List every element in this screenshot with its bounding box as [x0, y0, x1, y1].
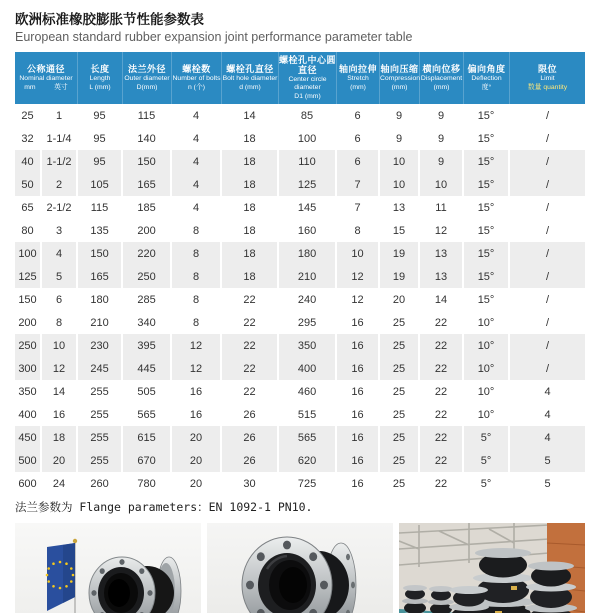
table-cell: 185 [123, 196, 172, 219]
table-cell: 13 [420, 242, 464, 265]
table-cell: 7 [337, 196, 380, 219]
table-cell: / [510, 242, 585, 265]
table-cell: 210 [78, 311, 123, 334]
table-cell: 670 [123, 449, 172, 472]
table-cell: / [510, 265, 585, 288]
table-body [15, 104, 585, 495]
table-cell: 40 [15, 150, 42, 173]
table-cell: 115 [123, 104, 172, 127]
table-cell: 110 [279, 150, 337, 173]
table-cell: 255 [78, 403, 123, 426]
table-header [15, 52, 585, 104]
table-cell: 250 [123, 265, 172, 288]
table-cell: 8 [42, 311, 78, 334]
table-row [15, 334, 585, 357]
table-cell: 25 [380, 449, 420, 472]
table-cell: 18 [222, 150, 279, 173]
table-cell: 20 [172, 426, 222, 449]
table-cell: 4 [510, 426, 585, 449]
table-row [15, 196, 585, 219]
table-cell: 460 [279, 380, 337, 403]
table-cell: 125 [15, 265, 42, 288]
table-cell: 16 [337, 449, 380, 472]
table-cell: 2 [42, 173, 78, 196]
table-cell: 8 [172, 265, 222, 288]
expansion-joint-closeup-image [207, 523, 393, 613]
table-cell: 260 [78, 472, 123, 495]
table-cell: 10 [337, 242, 380, 265]
table-cell: 400 [279, 357, 337, 380]
table-cell: 5° [464, 472, 510, 495]
table-cell: 150 [78, 242, 123, 265]
table-cell: / [510, 127, 585, 150]
warehouse-stock-photo [399, 523, 585, 613]
table-cell: / [510, 150, 585, 173]
table-cell: 210 [279, 265, 337, 288]
table-cell: 9 [420, 127, 464, 150]
column-header-compression: 轴向压缩 Compression (mm) [380, 52, 420, 104]
table-cell: 5 [42, 265, 78, 288]
table-cell: 180 [279, 242, 337, 265]
table-cell: 15° [464, 219, 510, 242]
table-cell: 285 [123, 288, 172, 311]
table-cell: 10° [464, 380, 510, 403]
table-cell: 245 [78, 357, 123, 380]
table-cell: 230 [78, 334, 123, 357]
table-cell: 255 [78, 380, 123, 403]
table-cell: 16 [337, 403, 380, 426]
column-header-outer-diameter: 法兰外径 Outer diameter D(mm) [123, 52, 172, 104]
table-cell: 15 [380, 219, 420, 242]
table-cell: 565 [123, 403, 172, 426]
table-cell: 165 [78, 265, 123, 288]
table-cell: 80 [15, 219, 42, 242]
column-header-deflection: 偏向角度 Deflection 度° [464, 52, 510, 104]
table-cell: 24 [42, 472, 78, 495]
table-cell: 16 [337, 334, 380, 357]
table-cell: / [510, 196, 585, 219]
table-cell: 725 [279, 472, 337, 495]
table-cell: 16 [42, 403, 78, 426]
table-cell: 22 [420, 472, 464, 495]
table-cell: 22 [222, 357, 279, 380]
table-cell: 18 [42, 426, 78, 449]
table-cell: 340 [123, 311, 172, 334]
table-cell: 16 [172, 380, 222, 403]
table-cell: 145 [279, 196, 337, 219]
table-row [15, 242, 585, 265]
table-cell: 95 [78, 104, 123, 127]
table-cell: 350 [15, 380, 42, 403]
table-cell: 18 [222, 173, 279, 196]
stack-left-mid [447, 586, 491, 613]
table-cell: 150 [123, 150, 172, 173]
table-cell: 20 [172, 472, 222, 495]
table-cell: 12 [420, 219, 464, 242]
table-cell: 19 [380, 265, 420, 288]
table-cell: 22 [222, 334, 279, 357]
table-cell: 25 [380, 472, 420, 495]
table-cell: 400 [15, 403, 42, 426]
table-cell: 4 [172, 196, 222, 219]
table-cell: 22 [420, 449, 464, 472]
table-cell: 65 [15, 196, 42, 219]
table-cell: 20 [380, 288, 420, 311]
table-cell: 10° [464, 334, 510, 357]
table-cell: 7 [337, 173, 380, 196]
header-zh: 公称通径 [27, 64, 66, 74]
table-cell: 25 [380, 311, 420, 334]
table-cell: 10 [42, 334, 78, 357]
table-cell: 25 [380, 357, 420, 380]
eu-flag-and-expansion-joint-image [15, 523, 201, 613]
table-cell: 150 [15, 288, 42, 311]
table-cell: 12 [337, 265, 380, 288]
column-header-center-circle-diameter: 螺栓孔中心圆直径 Center circle diameter D1 (mm) [279, 52, 337, 104]
expansion-joint-closeup-photo [207, 523, 393, 613]
table-cell: 10° [464, 311, 510, 334]
product-photos-row [15, 523, 585, 613]
table-row [15, 472, 585, 495]
table-cell: 12 [42, 357, 78, 380]
parameter-table [15, 52, 585, 495]
table-cell: 5 [510, 449, 585, 472]
table-row [15, 104, 585, 127]
table-cell: / [510, 219, 585, 242]
table-cell: 8 [172, 288, 222, 311]
table-cell: 15° [464, 127, 510, 150]
table-cell: 4 [172, 104, 222, 127]
table-row [15, 150, 585, 173]
table-cell: 250 [15, 334, 42, 357]
table-cell: 515 [279, 403, 337, 426]
table-cell: 25 [380, 334, 420, 357]
table-cell: 350 [279, 334, 337, 357]
table-cell: 26 [222, 403, 279, 426]
table-cell: 16 [172, 403, 222, 426]
table-row [15, 449, 585, 472]
table-cell: 16 [337, 472, 380, 495]
title-block [15, 12, 585, 44]
table-cell: 16 [337, 380, 380, 403]
table-row [15, 127, 585, 150]
table-cell: 14 [222, 104, 279, 127]
table-cell: 200 [123, 219, 172, 242]
table-cell: 8 [172, 311, 222, 334]
table-cell: 10° [464, 403, 510, 426]
table-cell: 10 [380, 173, 420, 196]
table-cell: 9 [380, 127, 420, 150]
table-cell: 165 [123, 173, 172, 196]
table-cell: 505 [123, 380, 172, 403]
table-cell: 125 [279, 173, 337, 196]
table-cell: 115 [78, 196, 123, 219]
header-en: Nominal diameter [19, 75, 73, 82]
table-cell: 300 [15, 357, 42, 380]
table-cell: 32 [15, 127, 42, 150]
table-cell: 22 [420, 403, 464, 426]
table-cell: 445 [123, 357, 172, 380]
table-cell: 160 [279, 219, 337, 242]
table-cell: 1 [42, 104, 78, 127]
table-cell: 14 [42, 380, 78, 403]
table-cell: 15° [464, 265, 510, 288]
table-cell: 25 [15, 104, 42, 127]
table-cell: 22 [222, 311, 279, 334]
table-cell: 95 [78, 150, 123, 173]
table-cell: / [510, 173, 585, 196]
table-cell: 1-1/2 [42, 150, 78, 173]
table-row [15, 173, 585, 196]
table-cell: 12 [172, 357, 222, 380]
rubber-expansion-joint-closeup [242, 537, 356, 613]
table-cell: 6 [337, 104, 380, 127]
table-cell: 8 [172, 242, 222, 265]
table-cell: 30 [222, 472, 279, 495]
table-cell: 5° [464, 449, 510, 472]
table-cell: 26 [222, 426, 279, 449]
table-cell: 16 [337, 357, 380, 380]
table-cell: 22 [420, 357, 464, 380]
column-header-bolt-hole-diameter: 螺栓孔直径 Bolt hole diameter d (mm) [222, 52, 279, 104]
table-cell: 135 [78, 219, 123, 242]
table-cell: / [510, 288, 585, 311]
table-cell: 18 [222, 127, 279, 150]
table-cell: 4 [42, 242, 78, 265]
table-cell: 615 [123, 426, 172, 449]
table-cell: 2-1/2 [42, 196, 78, 219]
table-cell: 12 [337, 288, 380, 311]
table-cell: 22 [222, 380, 279, 403]
table-cell: 15° [464, 173, 510, 196]
table-cell: 10 [380, 150, 420, 173]
table-cell: 18 [222, 265, 279, 288]
table-cell: 600 [15, 472, 42, 495]
table-cell: 200 [15, 311, 42, 334]
table-cell: 18 [222, 196, 279, 219]
table-cell: 18 [222, 219, 279, 242]
header-sub-mm: mm [24, 84, 36, 91]
table-cell: 620 [279, 449, 337, 472]
rubber-expansion-joint [89, 557, 181, 613]
table-cell: 22 [420, 334, 464, 357]
table-cell: / [510, 311, 585, 334]
table-cell: 9 [420, 150, 464, 173]
table-cell: 50 [15, 173, 42, 196]
table-cell: 6 [337, 127, 380, 150]
table-cell: 22 [420, 426, 464, 449]
table-row [15, 219, 585, 242]
table-cell: 15° [464, 150, 510, 173]
table-cell: 10° [464, 357, 510, 380]
table-cell: 4 [172, 173, 222, 196]
table-cell: 14 [420, 288, 464, 311]
table-cell: 18 [222, 242, 279, 265]
table-cell: 16 [337, 426, 380, 449]
page-title-zh: 欧洲标准橡胶膨胀节性能参数表 [15, 12, 204, 27]
table-cell: 6 [42, 288, 78, 311]
table-cell: 180 [78, 288, 123, 311]
table-cell: 95 [78, 127, 123, 150]
column-header-stretch: 轴向拉伸 Stretch (mm) [337, 52, 380, 104]
table-cell: 22 [420, 380, 464, 403]
table-cell: 15° [464, 104, 510, 127]
table-cell: 11 [420, 196, 464, 219]
table-cell: 4 [510, 380, 585, 403]
table-cell: 13 [420, 265, 464, 288]
table-cell: 780 [123, 472, 172, 495]
table-row [15, 288, 585, 311]
table-cell: 25 [380, 380, 420, 403]
column-header-limit: 限位 Limit 数量 quantity [510, 52, 585, 104]
eu-flag-and-expansion-joint-photo [15, 523, 201, 613]
table-cell: 4 [172, 127, 222, 150]
table-cell: 15° [464, 242, 510, 265]
table-cell: / [510, 357, 585, 380]
table-cell: 395 [123, 334, 172, 357]
table-row [15, 311, 585, 334]
table-cell: 13 [380, 196, 420, 219]
table-row [15, 265, 585, 288]
table-row [15, 426, 585, 449]
table-cell: / [510, 104, 585, 127]
table-cell: 255 [78, 426, 123, 449]
table-cell: 295 [279, 311, 337, 334]
table-cell: 100 [279, 127, 337, 150]
table-cell: 240 [279, 288, 337, 311]
table-cell: / [510, 334, 585, 357]
table-row [15, 380, 585, 403]
table-row [15, 357, 585, 380]
table-cell: 26 [222, 449, 279, 472]
table-cell: 10 [420, 173, 464, 196]
table-cell: 20 [172, 449, 222, 472]
table-cell: 500 [15, 449, 42, 472]
page-title-en: European standard rubber expansion joint performance parameter table [15, 30, 413, 44]
table-cell: 25 [380, 426, 420, 449]
table-cell: 25 [380, 403, 420, 426]
table-cell: 22 [420, 311, 464, 334]
header-sub-inch: 英寸 [54, 84, 68, 91]
table-cell: 22 [222, 288, 279, 311]
table-cell: 8 [172, 219, 222, 242]
column-header-length: 长度 Length L (mm) [78, 52, 123, 104]
table-cell: 85 [279, 104, 337, 127]
table-cell: 16 [337, 311, 380, 334]
table-cell: 5 [510, 472, 585, 495]
table-cell: 5° [464, 426, 510, 449]
column-header-nominal-diameter [15, 52, 78, 104]
header-sub [15, 84, 77, 92]
table-cell: 220 [123, 242, 172, 265]
table-cell: 100 [15, 242, 42, 265]
table-cell: 4 [172, 150, 222, 173]
table-row [15, 403, 585, 426]
table-cell: 9 [420, 104, 464, 127]
table-cell: 105 [78, 173, 123, 196]
table-cell: 1-1/4 [42, 127, 78, 150]
table-cell: 19 [380, 242, 420, 265]
table-cell: 9 [380, 104, 420, 127]
table-cell: 3 [42, 219, 78, 242]
table-cell: 15° [464, 196, 510, 219]
table-cell: 255 [78, 449, 123, 472]
table-cell: 565 [279, 426, 337, 449]
table-cell: 15° [464, 288, 510, 311]
column-header-displacement: 横向位移 Displacement (mm) [420, 52, 464, 104]
table-cell: 8 [337, 219, 380, 242]
table-cell: 450 [15, 426, 42, 449]
table-cell: 12 [172, 334, 222, 357]
table-cell: 140 [123, 127, 172, 150]
table-cell: 20 [42, 449, 78, 472]
column-header-number-of-bolts: 螺栓数 Number of bolts n (个) [172, 52, 222, 104]
table-cell: 6 [337, 150, 380, 173]
warehouse-stock-image [399, 523, 585, 613]
flange-parameters-note: 法兰参数为 Flange parameters：EN 1092-1 PN10. [15, 500, 313, 514]
table-cell: 4 [510, 403, 585, 426]
